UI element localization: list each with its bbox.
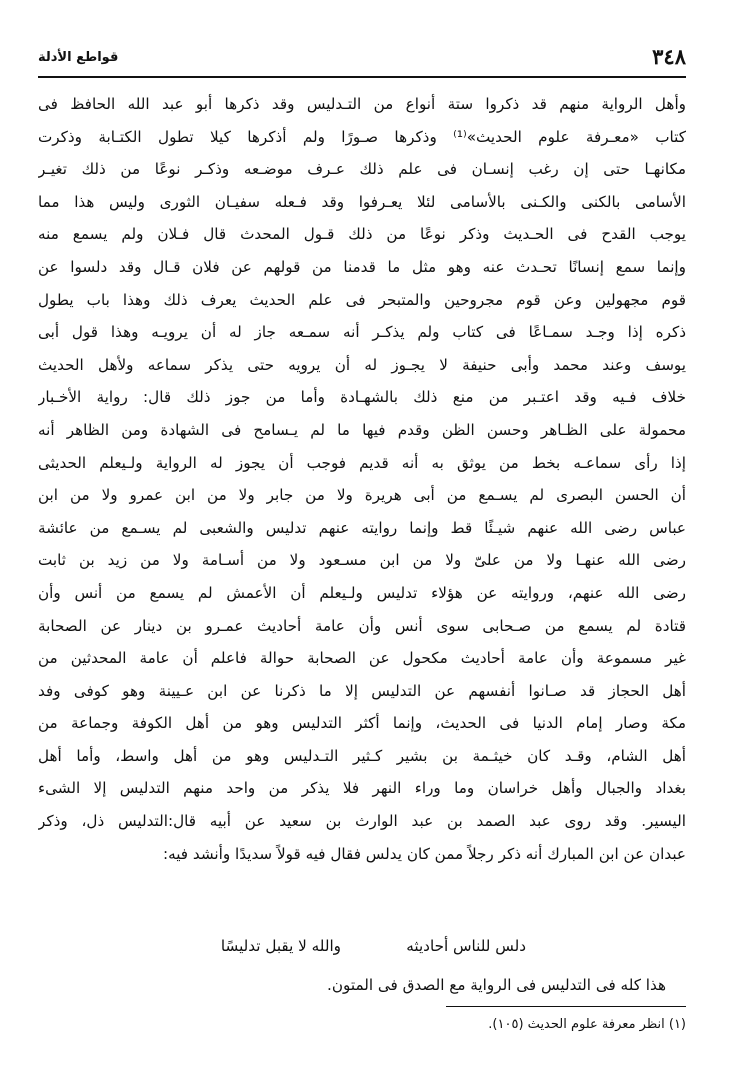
text-line: محمولة على الظـاهر وحسن الظن وقدم فيها ما لم يـسامح فى الشهادة ومن الظاهر أنه (38, 420, 686, 439)
page-number: ٣٤٨ (652, 44, 686, 69)
running-header (38, 40, 686, 76)
text-line: مكة وصار إمام الدنيا فى الحديث، وإنما أكثر التدليس وهو من أهل الكوفة وجماعة من (38, 714, 686, 733)
closing-sentence (38, 969, 686, 1001)
text-line: كتاب «معـرفة علوم الحديث»⁽¹⁾ وذكرها صـورًا ولم أذكرها كيلا تطول الكتـابة وذكرت (38, 127, 686, 146)
text-line: قوم مجهولين وعن قوم مجروحين والمتبحر فى علم الحديث يعرف ذلك وهذا باب يطول (38, 290, 686, 309)
footnote-rule (446, 1006, 686, 1007)
text-line: أهل الشام، وقـد كان خيثـمة بن بشير كـثير التـدليس وهو من أهل واسط، وأما أهل (38, 746, 686, 765)
text-line: أن الحسن البصرى لم يسـمع من أبى هريرة ولا من جابر ولا من ابن عمرو ولا من ابن (38, 486, 686, 505)
text-line: يوسف وعند محمد وأبى حنيفة لا يجـوز له أن يرويه حتى يذكر سماعه ولأهل الحديث (38, 355, 686, 374)
text-line: اليسير. وقد روى عبد الصمد بن عبد الوارث بن سعيد عن أبيه قال:التدليس ذل، وذكر (38, 812, 686, 831)
text-line: قتادة لم يسمع من صـحابى سوى أنس وأن عامة أحاديث عمـرو بن دينار عن الصحابة (38, 616, 686, 635)
text-line: ذكره إذا وجـد سمـاعًا فى كتاب ولم يذكـر أنه سمـعه جاز له أن يرويـه وهذا قول أبى (38, 323, 686, 342)
text-line: وإنما سمع إنسانًا تحـدث عنه وهو مثل ما قدمنا من قولهم عن فلان قـال وقد دلسوا عن (38, 257, 686, 276)
book-title: قواطع الأدلة (38, 50, 119, 65)
text-line: يوجب القدح فى الحـديث وذكر نوعًا من ذلك قـول المحدث قال فـلان ولم يسمع منه (38, 225, 686, 244)
text-line: رضى الله عنهم، وروايته عن هؤلاء تدليس ولـيعلم أن الأعمش لم يسمع من أنس وأن (38, 583, 686, 602)
main-paragraph (38, 88, 686, 870)
text-line: عبدان عن ابن المبارك أنه ذكر رجلاً ممن كان يدلس فقال فيه قولاً سديدًا وأنشد فيه: (162, 844, 686, 863)
text-line: الأسامى بالكنى والكـنى بالأسامى لئلا يعـرفوا وقد فـعله سفيـان الثورى وليس هذا مما (38, 192, 686, 211)
header-rule (38, 76, 686, 78)
text-line: رضى الله عنهـا ولا من علىّ ولا من ابن مسـعود ولا من أسـامة ولا من زيد بن ثابت (38, 551, 686, 570)
verse-first-hemistich: دلس للناس أحاديثه (406, 937, 526, 955)
text-line: غير مسموعة وأن عامة أحاديث مكحول عن الصحابة حوالة فاعلم أن عامة المحدثين من (38, 649, 686, 668)
verse-second-hemistich: والله لا يقبل تدليسًا (220, 937, 341, 955)
footnote (38, 1012, 686, 1038)
text-line: مكانهـا حتى إن رغب إنسـان فى علم ذلك عـرف موضـعه وذكـر نوعًا من ذلك تغيـر (38, 160, 686, 179)
text-line: أهل الحجاز قد صـانوا أنفسهم عن التدليس إلا ما ذكرنا عن ابن عـيينة وهو كوفى وفد (38, 681, 686, 700)
text-line: بغداد والجبال وأهل خراسان وما وراء النهر فلا يذكر من واحد منهم التدليس إلا الشىء (38, 779, 686, 798)
text-line: إذا رأى سماعـه بخط من يوثق به أنه قديم فوجب أن يجوز له الرواية ولـيعلم الحديثى (38, 453, 686, 472)
text-line: وأهل الرواية منهم قد ذكروا ستة أنواع من التـدليس وقد ذكرها أبو عبد الله الحافظ فى (38, 95, 686, 113)
text-line: عباس رضى الله عنهم شيـئًا قط وإنما روايته عنهم تدليس والشعبى لم يسـمع من عائشة (38, 518, 686, 537)
closing-line: هذا كله فى التدليس فى الرواية مع الصدق فى المتون. (327, 976, 666, 994)
footnote-text: (١) انظر معرفة علوم الحديث (١٠٥). (488, 1017, 686, 1032)
text-line: خلاف فـيه وقد اعتـبر من منع ذلك بالشهـادة وأما من جوز ذلك قال: رواية الأخـبار (38, 388, 686, 407)
poetry-verse (38, 930, 686, 962)
